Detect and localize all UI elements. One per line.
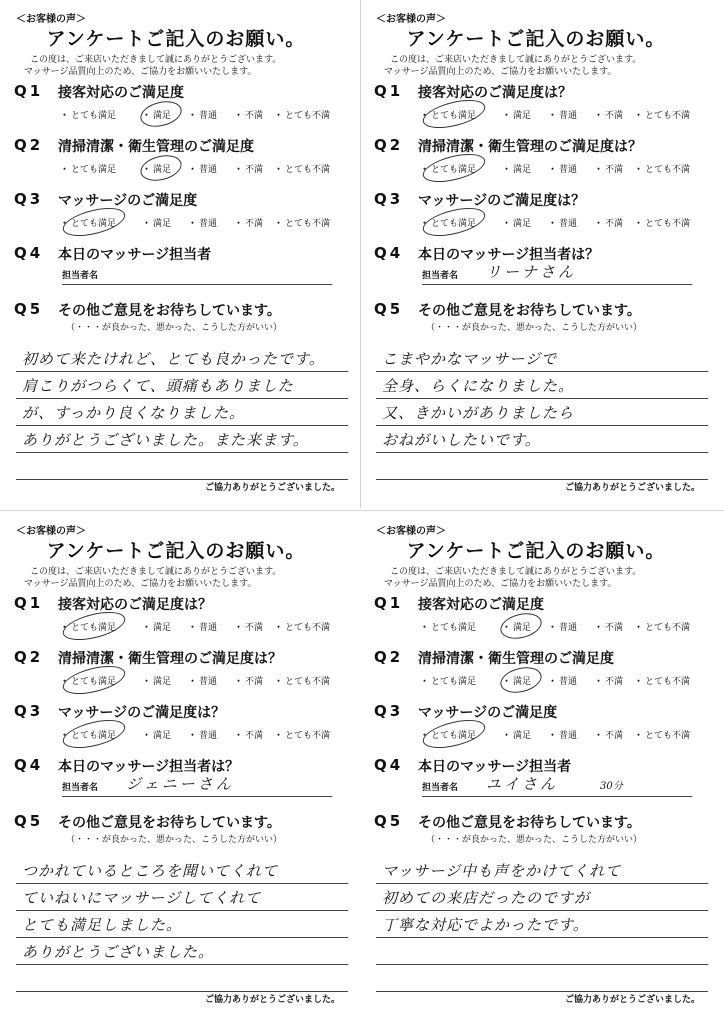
intro-line: この度は、ご来店いただきまして誠にありがとうございます。: [390, 567, 642, 577]
rating-option[interactable]: ・ 満足: [142, 165, 172, 175]
question-number: Q3: [14, 702, 44, 720]
option-label: 普通: [559, 165, 578, 175]
voice-label: ＜お客様の声＞: [376, 526, 446, 537]
rating-option[interactable]: ・ 満足: [142, 623, 172, 633]
rating-option[interactable]: ・ 満足: [502, 623, 532, 633]
sheet-divider-horizontal: [0, 510, 724, 511]
staff-name-field[interactable]: [62, 260, 332, 285]
rating-option[interactable]: ・ とても不満: [274, 165, 331, 175]
option-label: 不満: [605, 111, 624, 121]
option-label: 満足: [513, 623, 532, 633]
option-label: 普通: [199, 165, 218, 175]
option-label: 普通: [559, 623, 578, 633]
comment-text: が、すっかり良くなりました。: [22, 404, 246, 422]
staff-name-field[interactable]: [422, 260, 692, 285]
rating-option[interactable]: ・ とても満足: [60, 219, 117, 229]
staff-label: 担当者名: [422, 271, 459, 281]
question-number: Q5: [374, 812, 404, 830]
rating-question: [366, 702, 718, 756]
question-number: Q1: [14, 82, 44, 100]
intro-line: この度は、ご来店いただきまして誠にありがとうございます。: [30, 567, 282, 577]
option-label: 不満: [605, 677, 624, 687]
voice-label: ＜お客様の声＞: [16, 14, 86, 25]
rating-option[interactable]: ・ とても満足: [420, 219, 477, 229]
question-text: マッサージのご満足度は？: [58, 705, 226, 721]
option-label: とても不満: [285, 731, 331, 741]
comment-line[interactable]: [376, 373, 708, 399]
rating-option[interactable]: ・ とても不満: [634, 165, 691, 175]
option-label: 不満: [605, 731, 624, 741]
question-text: マッサージのご満足度: [418, 705, 558, 721]
option-label: 不満: [245, 677, 264, 687]
rating-option[interactable]: ・ 普通: [188, 731, 218, 741]
thanks-note: ご協力ありがとうございました。: [204, 995, 340, 1005]
rating-option[interactable]: ・ とても不満: [274, 111, 331, 121]
question-text: 本日のマッサージ担当者は？: [58, 759, 240, 775]
rating-options: [420, 728, 710, 744]
option-label: 普通: [199, 731, 218, 741]
option-label: 不満: [245, 165, 264, 175]
rating-options: [60, 162, 350, 178]
option-label: とても満足: [431, 165, 477, 175]
rating-option[interactable]: ・ 普通: [548, 219, 578, 229]
survey-sheet: [366, 6, 718, 506]
staff-name: リーナさん: [486, 263, 577, 281]
rating-question: [6, 594, 358, 648]
question-number: Q1: [374, 594, 404, 612]
rating-option[interactable]: ・ 満足: [502, 219, 532, 229]
question-text: その他ご意見をお待ちしています。: [58, 303, 281, 319]
rating-option[interactable]: ・ 満足: [142, 731, 172, 741]
survey-sheet: [6, 6, 358, 506]
option-label: とても不満: [645, 111, 691, 121]
option-label: 不満: [245, 111, 264, 121]
rating-options: [420, 162, 710, 178]
rating-option[interactable]: ・ 普通: [188, 111, 218, 121]
comment-line[interactable]: [376, 427, 708, 453]
option-label: 満足: [513, 219, 532, 229]
option-label: とても満足: [71, 731, 117, 741]
staff-note: 30分: [600, 781, 623, 792]
question-text: 清掃清潔・衛生管理のご満足度は？: [418, 139, 642, 155]
comment-line[interactable]: [16, 373, 348, 399]
intro-line: この度は、ご来店いただきまして誠にありがとうございます。: [30, 55, 282, 65]
comment-hint: （・・・が良かった、悪かった、こうした方がいい）: [426, 835, 643, 845]
rating-option[interactable]: ・ とても満足: [60, 677, 117, 687]
rating-option[interactable]: ・ とても満足: [60, 623, 117, 633]
comment-text: 又、きかいがありましたら: [382, 404, 575, 422]
question-text: その他ご意見をお待ちしています。: [418, 815, 641, 831]
rating-option[interactable]: ・ 不満: [594, 731, 624, 741]
comment-text: マッサージ中も声をかけてくれて: [382, 862, 622, 880]
survey-title: アンケートご記入のお願い。: [46, 540, 306, 562]
rating-option[interactable]: ・ 満足: [502, 731, 532, 741]
rating-option[interactable]: ・ 不満: [594, 677, 624, 687]
survey-sheet: [366, 518, 718, 1018]
intro-line: この度は、ご来店いただきまして誠にありがとうございます。: [390, 55, 642, 65]
rating-options: [60, 108, 350, 124]
rating-option[interactable]: ・ 満足: [502, 677, 532, 687]
option-label: とても不満: [285, 219, 331, 229]
rating-option[interactable]: ・ 不満: [594, 165, 624, 175]
intro-line: マッサージ品質向上のため、ご協力をお願いいたします。: [384, 67, 617, 77]
staff-question: [366, 244, 718, 298]
comment-line[interactable]: [16, 858, 348, 884]
rating-question: [366, 190, 718, 244]
survey-title: アンケートご記入のお願い。: [406, 540, 666, 562]
rating-option[interactable]: ・ とても満足: [60, 731, 117, 741]
rating-options: [60, 620, 350, 636]
comment-text: 全身、らくになりました。: [382, 377, 575, 395]
thanks-note: ご協力ありがとうございました。: [564, 483, 700, 493]
option-label: とても不満: [645, 623, 691, 633]
question-text: 本日のマッサージ担当者: [58, 247, 212, 263]
question-text: 清掃清潔・衛生管理のご満足度: [418, 651, 614, 667]
comment-text: ていねいにマッサージしてくれて: [22, 889, 262, 907]
option-label: とても不満: [645, 219, 691, 229]
rating-option[interactable]: ・ とても不満: [274, 219, 331, 229]
option-label: とても満足: [431, 219, 477, 229]
comment-line[interactable]: [376, 885, 708, 911]
rating-question: [366, 648, 718, 702]
comment-line[interactable]: [16, 885, 348, 911]
rating-option[interactable]: ・ 不満: [234, 731, 264, 741]
comment-line[interactable]: [16, 346, 348, 372]
option-label: とても不満: [645, 165, 691, 175]
rating-option[interactable]: ・ 満足: [142, 677, 172, 687]
option-label: 不満: [245, 623, 264, 633]
rating-option[interactable]: ・ 不満: [234, 623, 264, 633]
option-label: とても不満: [285, 677, 331, 687]
rating-question: [366, 136, 718, 190]
option-label: 普通: [559, 677, 578, 687]
staff-question: [6, 244, 358, 298]
survey-title: アンケートご記入のお願い。: [46, 28, 306, 50]
option-label: 普通: [199, 219, 218, 229]
comment-line[interactable]: [376, 400, 708, 426]
rating-option[interactable]: ・ 満足: [142, 111, 172, 121]
comment-hint: （・・・が良かった、悪かった、こうした方がいい）: [66, 835, 283, 845]
option-label: 不満: [245, 731, 264, 741]
staff-label: 担当者名: [62, 271, 99, 281]
rating-option[interactable]: ・ 普通: [188, 623, 218, 633]
rating-option[interactable]: ・ 不満: [594, 219, 624, 229]
option-label: とても不満: [285, 623, 331, 633]
selected-answer-circle: [498, 609, 545, 642]
option-label: 不満: [605, 165, 624, 175]
option-label: とても満足: [431, 623, 477, 633]
rating-option[interactable]: ・ 普通: [548, 677, 578, 687]
rating-option[interactable]: ・ とても満足: [420, 111, 477, 121]
rating-option[interactable]: ・ とても不満: [274, 731, 331, 741]
question-number: Q5: [14, 300, 44, 318]
option-label: とても満足: [431, 111, 477, 121]
staff-name-field[interactable]: [422, 772, 692, 797]
comment-text: 丁寧な対応でよかったです。: [382, 916, 589, 934]
question-number: Q5: [14, 812, 44, 830]
question-number: Q3: [374, 190, 404, 208]
comment-line[interactable]: [376, 966, 708, 992]
sheet-divider-vertical: [360, 0, 361, 508]
comment-line[interactable]: [376, 346, 708, 372]
intro-line: マッサージ品質向上のため、ご協力をお願いいたします。: [24, 579, 257, 589]
staff-label: 担当者名: [62, 783, 99, 793]
question-text: 本日のマッサージ担当者は？: [418, 247, 600, 263]
question-number: Q4: [14, 244, 44, 262]
option-label: 不満: [605, 623, 624, 633]
comment-text: つかれているところを聞いてくれて: [22, 862, 279, 880]
question-text: 接客対応のご満足度は？: [418, 85, 572, 101]
option-label: とても不満: [645, 677, 691, 687]
survey-title: アンケートご記入のお願い。: [406, 28, 666, 50]
option-label: 普通: [559, 111, 578, 121]
option-label: とても満足: [71, 165, 117, 175]
option-label: 満足: [513, 731, 532, 741]
question-number: Q1: [14, 594, 44, 612]
rating-option[interactable]: ・ とても満足: [420, 165, 477, 175]
comment-text: とても満足しました。: [22, 916, 183, 934]
question-text: 清掃清潔・衛生管理のご満足度: [58, 139, 254, 155]
rating-option[interactable]: ・ 普通: [548, 111, 578, 121]
staff-name: ユイさん: [486, 775, 559, 793]
option-label: とても満足: [71, 623, 117, 633]
staff-question: [6, 756, 358, 810]
option-label: 満足: [513, 677, 532, 687]
rating-option[interactable]: ・ 不満: [594, 623, 624, 633]
staff-name-field[interactable]: [62, 772, 332, 797]
comment-line[interactable]: [16, 939, 348, 965]
rating-options: [420, 674, 710, 690]
thanks-note: ご協力ありがとうございました。: [204, 483, 340, 493]
rating-question: [6, 702, 358, 756]
option-label: とても不満: [285, 165, 331, 175]
comment-text: 初めて来たけれど、とても良かったです。: [22, 350, 325, 368]
option-label: とても満足: [71, 219, 117, 229]
thanks-note: ご協力ありがとうございました。: [564, 995, 700, 1005]
rating-option[interactable]: ・ 不満: [234, 677, 264, 687]
comment-text: おねがいしたいです。: [382, 431, 541, 449]
comment-line[interactable]: [16, 912, 348, 938]
option-label: とても満足: [431, 677, 477, 687]
option-label: 満足: [513, 165, 532, 175]
selected-answer-circle: [138, 151, 185, 184]
option-label: 普通: [199, 111, 218, 121]
intro-line: マッサージ品質向上のため、ご協力をお願いいたします。: [384, 579, 617, 589]
rating-option[interactable]: ・ とても不満: [634, 111, 691, 121]
comment-line[interactable]: [16, 454, 348, 480]
question-number: Q5: [374, 300, 404, 318]
voice-label: ＜お客様の声＞: [376, 14, 446, 25]
option-label: とても満足: [71, 111, 117, 121]
question-text: 清掃清潔・衛生管理のご満足度は？: [58, 651, 282, 667]
question-text: その他ご意見をお待ちしています。: [418, 303, 641, 319]
comment-text: ありがとうございました。: [22, 943, 215, 961]
question-number: Q4: [374, 756, 404, 774]
rating-option[interactable]: ・ 満足: [502, 111, 532, 121]
question-text: マッサージのご満足度は？: [418, 193, 586, 209]
rating-options: [420, 620, 710, 636]
rating-question: [6, 82, 358, 136]
rating-options: [60, 216, 350, 232]
staff-question: [366, 756, 718, 810]
option-label: 不満: [245, 219, 264, 229]
comment-text: 肩こりがつらくて、頭痛もありました: [22, 377, 294, 395]
comment-text: 初めての来店だったのですが: [382, 889, 591, 907]
rating-option[interactable]: ・ とても満足: [420, 623, 477, 633]
question-number: Q4: [14, 756, 44, 774]
question-number: Q2: [14, 648, 44, 666]
rating-question: [6, 190, 358, 244]
question-text: 接客対応のご満足度: [58, 85, 184, 101]
rating-option[interactable]: ・ とても不満: [634, 731, 691, 741]
option-label: 満足: [153, 623, 172, 633]
comment-text: こまやかなマッサージで: [382, 350, 558, 368]
question-number: Q4: [374, 244, 404, 262]
option-label: 不満: [605, 219, 624, 229]
question-text: 接客対応のご満足度: [418, 597, 544, 613]
rating-option[interactable]: ・ 満足: [142, 219, 172, 229]
option-label: 満足: [153, 165, 172, 175]
selected-answer-circle: [138, 97, 185, 130]
option-label: とても満足: [71, 677, 117, 687]
comment-line[interactable]: [376, 939, 708, 965]
rating-option[interactable]: ・ 満足: [502, 165, 532, 175]
rating-option[interactable]: ・ 不満: [234, 219, 264, 229]
question-number: Q2: [374, 648, 404, 666]
option-label: 満足: [153, 219, 172, 229]
rating-option[interactable]: ・ とても不満: [274, 623, 331, 633]
rating-option[interactable]: ・ とても満足: [60, 165, 117, 175]
question-number: Q3: [14, 190, 44, 208]
option-label: とても不満: [645, 731, 691, 741]
question-number: Q2: [374, 136, 404, 154]
rating-option[interactable]: ・ とても満足: [420, 731, 477, 741]
rating-options: [420, 108, 710, 124]
rating-option[interactable]: ・ 普通: [188, 677, 218, 687]
option-label: とても満足: [431, 731, 477, 741]
rating-option[interactable]: ・ とても満足: [420, 677, 477, 687]
rating-option[interactable]: ・ 普通: [188, 165, 218, 175]
option-label: 満足: [153, 677, 172, 687]
option-label: 普通: [199, 623, 218, 633]
option-label: 普通: [199, 677, 218, 687]
rating-option[interactable]: ・ 普通: [548, 731, 578, 741]
rating-option[interactable]: ・ 不満: [234, 165, 264, 175]
voice-label: ＜お客様の声＞: [16, 526, 86, 537]
rating-question: [6, 136, 358, 190]
comment-line[interactable]: [376, 858, 708, 884]
rating-options: [60, 728, 350, 744]
comment-line[interactable]: [16, 400, 348, 426]
question-text: その他ご意見をお待ちしています。: [58, 815, 281, 831]
comment-line[interactable]: [376, 912, 708, 938]
comment-line[interactable]: [376, 454, 708, 480]
question-number: Q3: [374, 702, 404, 720]
rating-option[interactable]: ・ とても不満: [634, 677, 691, 687]
rating-options: [60, 674, 350, 690]
rating-option[interactable]: ・ とても満足: [60, 111, 117, 121]
staff-label: 担当者名: [422, 783, 459, 793]
rating-question: [366, 594, 718, 648]
comment-hint: （・・・が良かった、悪かった、こうした方がいい）: [66, 323, 283, 333]
comment-hint: （・・・が良かった、悪かった、こうした方がいい）: [426, 323, 643, 333]
selected-answer-circle: [498, 663, 545, 696]
option-label: 満足: [513, 111, 532, 121]
intro-line: マッサージ品質向上のため、ご協力をお願いいたします。: [24, 67, 257, 77]
rating-question: [366, 82, 718, 136]
question-number: Q1: [374, 82, 404, 100]
comment-text: ありがとうございました。また来ます。: [22, 431, 309, 449]
rating-option[interactable]: ・ とても不満: [634, 623, 691, 633]
rating-question: [6, 648, 358, 702]
question-text: マッサージのご満足度: [58, 193, 198, 209]
question-text: 接客対応のご満足度は？: [58, 597, 212, 613]
option-label: 普通: [559, 219, 578, 229]
survey-sheet: [6, 518, 358, 1018]
rating-option[interactable]: ・ とても不満: [274, 677, 331, 687]
rating-option[interactable]: ・ とても不満: [634, 219, 691, 229]
rating-option[interactable]: ・ 普通: [188, 219, 218, 229]
question-number: Q2: [14, 136, 44, 154]
rating-option[interactable]: ・ 普通: [548, 623, 578, 633]
option-label: 普通: [559, 731, 578, 741]
rating-option[interactable]: ・ 不満: [234, 111, 264, 121]
rating-option[interactable]: ・ 普通: [548, 165, 578, 175]
option-label: とても不満: [285, 111, 331, 121]
option-label: 満足: [153, 731, 172, 741]
question-text: 本日のマッサージ担当者: [418, 759, 572, 775]
comment-line[interactable]: [16, 966, 348, 992]
comment-line[interactable]: [16, 427, 348, 453]
staff-name: ジェニーさん: [126, 775, 234, 793]
option-label: 満足: [153, 111, 172, 121]
rating-options: [420, 216, 710, 232]
rating-option[interactable]: ・ 不満: [594, 111, 624, 121]
